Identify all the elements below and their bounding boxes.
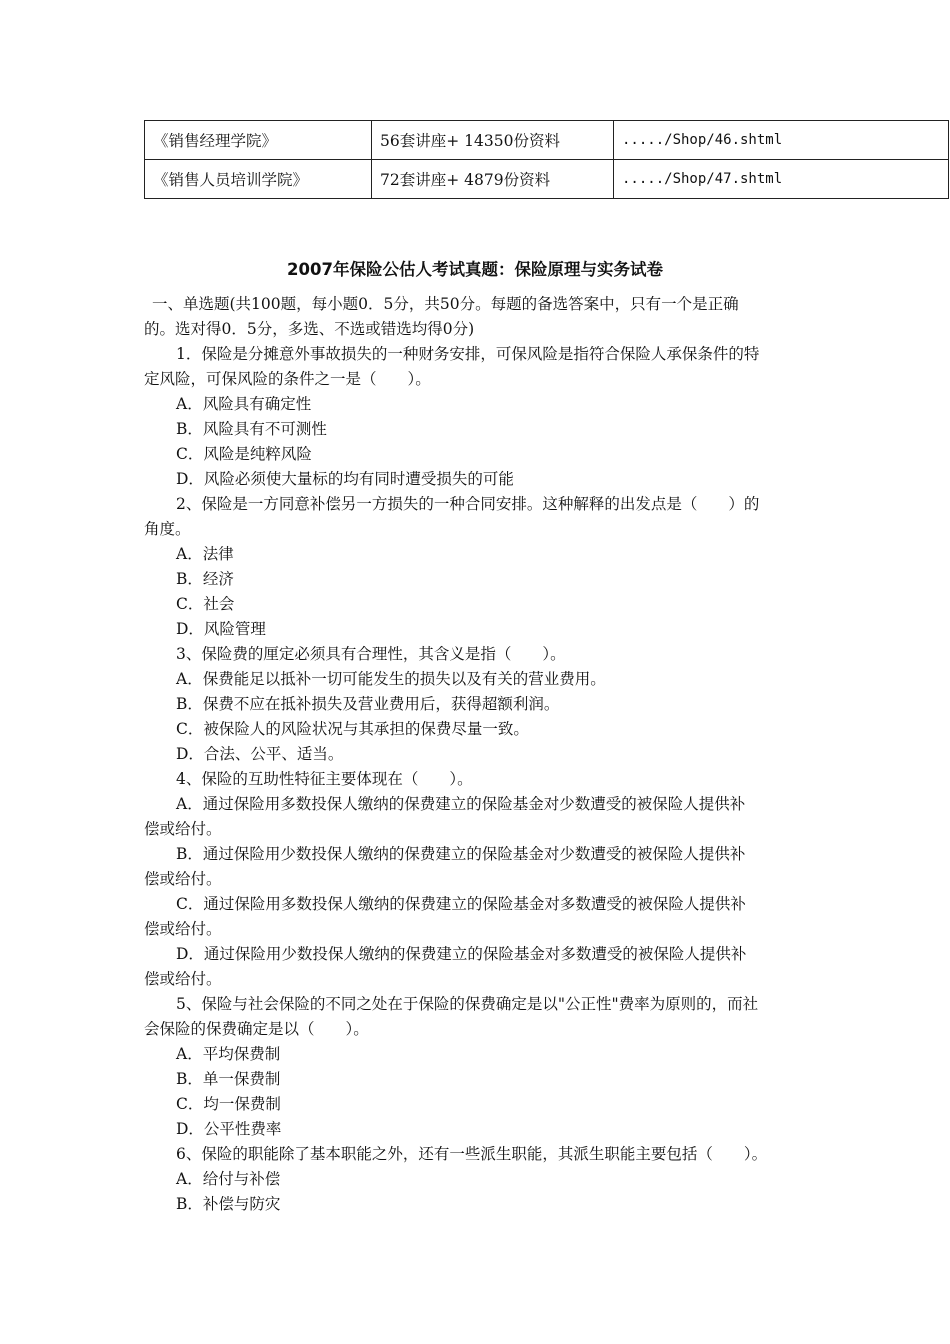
text-line: C．风险是纯粹风险 <box>176 445 312 463</box>
resource-table-body <box>145 121 949 199</box>
text-line: D．风险管理 <box>176 620 266 638</box>
resource-name: 《销售经理学院》 <box>145 121 372 160</box>
text-line: A．平均保费制 <box>176 1045 281 1063</box>
table-row <box>145 160 949 199</box>
text-line: 偿或给付。 <box>144 970 222 988</box>
resource-content: 72套讲座+ 4879份资料 <box>372 160 614 199</box>
text-line: 5、保险与社会保险的不同之处在于保险的保费确定是以"公正性"费率为原则的，而社 <box>176 995 759 1013</box>
text-line: 4、保险的互助性特征主要体现在（ ）。 <box>176 770 473 788</box>
text-line: 定风险，可保风险的条件之一是（ ）。 <box>144 370 431 388</box>
text-line: 偿或给付。 <box>144 920 222 938</box>
text-line: C．被保险人的风险状况与其承担的保费尽量一致。 <box>176 720 529 738</box>
text-line: B．保费不应在抵补损失及营业费用后，获得超额利润。 <box>176 695 560 713</box>
page-title: 2007年保险公估人考试真题：保险原理与实务试卷 <box>287 260 663 279</box>
resource-link[interactable]: ...../Shop/47.shtml <box>614 160 949 199</box>
text-line: 一、单选题(共100题，每小题0．5分，共50分。每题的备选答案中，只有一个是正确 <box>152 295 739 313</box>
exam-body <box>144 292 814 1217</box>
text-line: B．经济 <box>176 570 234 588</box>
text-line: 6、保险的职能除了基本职能之外，还有一些派生职能，其派生职能主要包括（ ）。 <box>176 1145 768 1163</box>
text-line: A．通过保险用多数投保人缴纳的保费建立的保险基金对少数遭受的被保险人提供补 <box>176 795 746 813</box>
text-line: A．风险具有确定性 <box>176 395 312 413</box>
text-line: 角度。 <box>144 520 191 538</box>
resource-link[interactable]: ...../Shop/46.shtml <box>614 121 949 160</box>
text-line: 的。选对得0．5分，多选、不选或错选均得0分) <box>144 320 475 338</box>
text-line: D．公平性费率 <box>176 1120 282 1138</box>
text-line: 3、保险费的厘定必须具有合理性，其含义是指（ ）。 <box>176 645 566 663</box>
text-line: A．保费能足以抵补一切可能发生的损失以及有关的营业费用。 <box>176 670 606 688</box>
text-line: B．单一保费制 <box>176 1070 281 1088</box>
text-line: C．社会 <box>176 595 235 613</box>
resource-content: 56套讲座+ 14350份资料 <box>372 121 614 160</box>
text-line: A．法律 <box>176 545 234 563</box>
text-line: 偿或给付。 <box>144 870 222 888</box>
text-line: D．通过保险用少数投保人缴纳的保费建立的保险基金对多数遭受的被保险人提供补 <box>176 945 747 963</box>
text-line: B．风险具有不可测性 <box>176 420 327 438</box>
text-line: 1．保险是分摊意外事故损失的一种财务安排，可保风险是指符合保险人承保条件的特 <box>176 345 760 363</box>
text-line: 会保险的保费确定是以（ ）。 <box>144 1020 369 1038</box>
text-line: D．合法、公平、适当。 <box>176 745 344 763</box>
text-line: 2、保险是一方同意补偿另一方损失的一种合同安排。这种解释的出发点是（ ）的 <box>176 495 760 513</box>
resource-table <box>144 120 949 199</box>
text-line: B．补偿与防灾 <box>176 1195 281 1213</box>
resource-name: 《销售人员培训学院》 <box>145 160 372 199</box>
text-line: A．给付与补偿 <box>176 1170 281 1188</box>
text-line: 偿或给付。 <box>144 820 222 838</box>
text-line: D．风险必须使大量标的均有同时遭受损失的可能 <box>176 470 514 488</box>
text-line: B．通过保险用少数投保人缴纳的保费建立的保险基金对少数遭受的被保险人提供补 <box>176 845 746 863</box>
text-line: C．通过保险用多数投保人缴纳的保费建立的保险基金对多数遭受的被保险人提供补 <box>176 895 746 913</box>
text-line: C．均一保费制 <box>176 1095 281 1113</box>
table-row <box>145 121 949 160</box>
